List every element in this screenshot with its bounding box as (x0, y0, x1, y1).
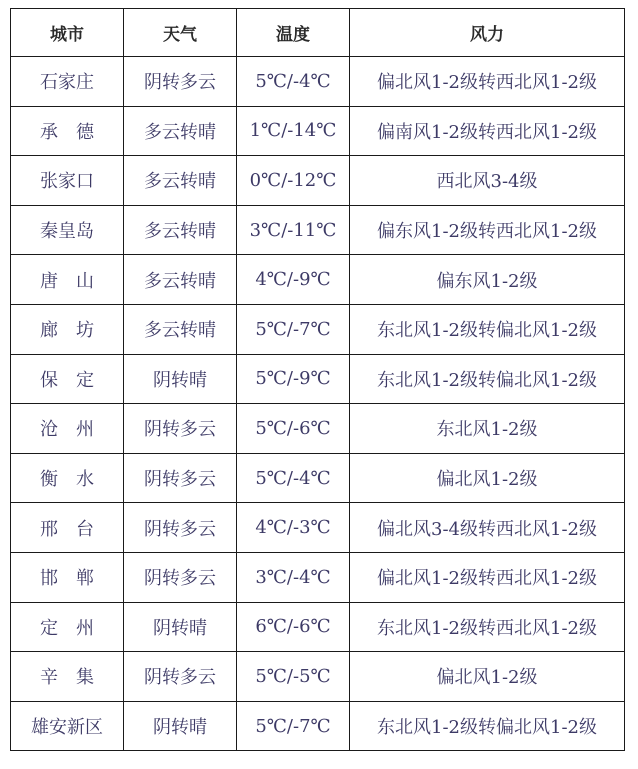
city-cell: 辛 集 (11, 652, 124, 702)
table-row (11, 552, 625, 602)
temperature-cell: 3℃/-4℃ (237, 552, 350, 602)
city-cell: 承 德 (11, 106, 124, 156)
table-row (11, 354, 625, 404)
weather-cell: 阴转多云 (124, 453, 237, 503)
temperature-cell: 0℃/-12℃ (237, 156, 350, 206)
table-row (11, 304, 625, 354)
wind-cell: 东北风1-2级转偏北风1-2级 (350, 304, 625, 354)
city-cell: 张家口 (11, 156, 124, 206)
city-cell: 邢 台 (11, 503, 124, 553)
wind-cell: 偏东风1-2级转西北风1-2级 (350, 205, 625, 255)
weather-cell: 阴转多云 (124, 652, 237, 702)
weather-cell: 阴转晴 (124, 354, 237, 404)
table-row (11, 404, 625, 454)
weather-cell: 阴转多云 (124, 404, 237, 454)
city-cell: 定 州 (11, 602, 124, 652)
weather-cell: 多云转晴 (124, 106, 237, 156)
weather-table-container (10, 8, 625, 751)
header-row (11, 9, 625, 57)
temperature-cell: 3℃/-11℃ (237, 205, 350, 255)
weather-cell: 阴转晴 (124, 701, 237, 751)
temperature-cell: 5℃/-6℃ (237, 404, 350, 454)
wind-cell: 东北风1-2级转西北风1-2级 (350, 602, 625, 652)
table-row (11, 106, 625, 156)
table-row (11, 503, 625, 553)
weather-cell: 多云转晴 (124, 304, 237, 354)
header-wind: 风力 (350, 9, 625, 57)
temperature-cell: 5℃/-4℃ (237, 453, 350, 503)
table-row (11, 701, 625, 751)
wind-cell: 西北风3-4级 (350, 156, 625, 206)
wind-cell: 东北风1-2级转偏北风1-2级 (350, 354, 625, 404)
weather-cell: 阴转多云 (124, 57, 237, 107)
wind-cell: 偏北风1-2级 (350, 652, 625, 702)
temperature-cell: 4℃/-3℃ (237, 503, 350, 553)
city-cell: 沧 州 (11, 404, 124, 454)
table-row (11, 255, 625, 305)
header-city: 城市 (11, 9, 124, 57)
city-cell: 秦皇岛 (11, 205, 124, 255)
weather-cell: 阴转多云 (124, 552, 237, 602)
wind-cell: 偏北风1-2级转西北风1-2级 (350, 57, 625, 107)
temperature-cell: 1℃/-14℃ (237, 106, 350, 156)
wind-cell: 东北风1-2级转偏北风1-2级 (350, 701, 625, 751)
wind-cell: 偏北风1-2级 (350, 453, 625, 503)
header-weather: 天气 (124, 9, 237, 57)
wind-cell: 东北风1-2级 (350, 404, 625, 454)
temperature-cell: 6℃/-6℃ (237, 602, 350, 652)
temperature-cell: 5℃/-7℃ (237, 701, 350, 751)
table-row (11, 156, 625, 206)
weather-cell: 多云转晴 (124, 255, 237, 305)
weather-cell: 多云转晴 (124, 156, 237, 206)
city-cell: 雄安新区 (11, 701, 124, 751)
weather-cell: 阴转多云 (124, 503, 237, 553)
city-cell: 衡 水 (11, 453, 124, 503)
temperature-cell: 5℃/-4℃ (237, 57, 350, 107)
temperature-cell: 4℃/-9℃ (237, 255, 350, 305)
wind-cell: 偏南风1-2级转西北风1-2级 (350, 106, 625, 156)
header-temperature: 温度 (237, 9, 350, 57)
table-row (11, 652, 625, 702)
weather-cell: 多云转晴 (124, 205, 237, 255)
temperature-cell: 5℃/-9℃ (237, 354, 350, 404)
city-cell: 唐 山 (11, 255, 124, 305)
weather-cell: 阴转晴 (124, 602, 237, 652)
city-cell: 邯 郸 (11, 552, 124, 602)
table-body (11, 57, 625, 751)
wind-cell: 偏北风3-4级转西北风1-2级 (350, 503, 625, 553)
city-cell: 石家庄 (11, 57, 124, 107)
city-cell: 廊 坊 (11, 304, 124, 354)
wind-cell: 偏北风1-2级转西北风1-2级 (350, 552, 625, 602)
weather-forecast-table (10, 8, 625, 751)
table-row (11, 453, 625, 503)
wind-cell: 偏东风1-2级 (350, 255, 625, 305)
city-cell: 保 定 (11, 354, 124, 404)
temperature-cell: 5℃/-5℃ (237, 652, 350, 702)
temperature-cell: 5℃/-7℃ (237, 304, 350, 354)
table-row (11, 205, 625, 255)
table-row (11, 57, 625, 107)
table-row (11, 602, 625, 652)
